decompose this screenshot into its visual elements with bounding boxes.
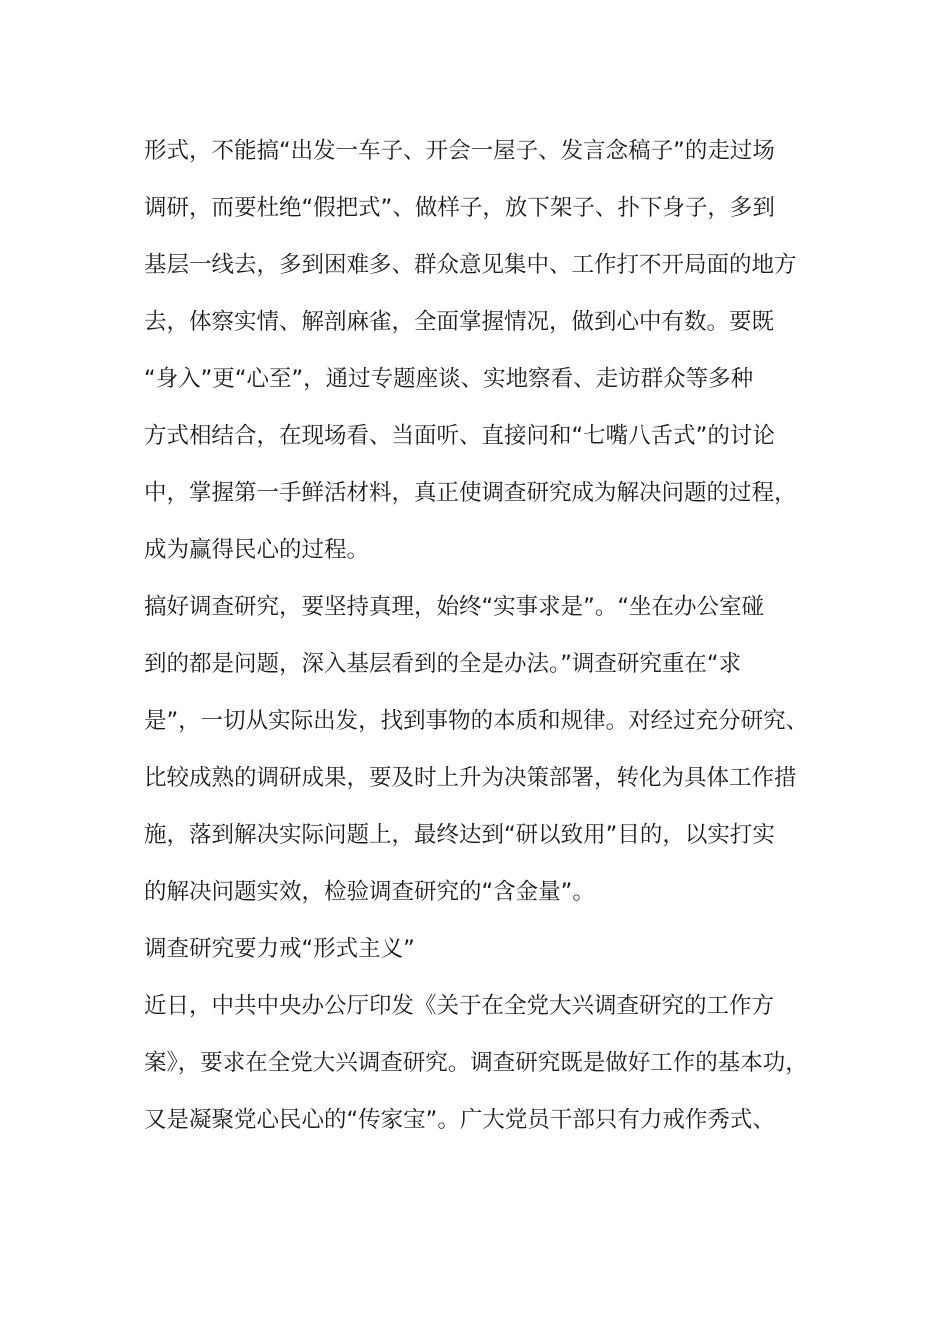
text-line: 案》，要求在全党大兴调查研究。调查研究既是做好工作的基本功，	[144, 1050, 808, 1076]
text-line: 调研，而要杜绝“假把式”、做样子，放下架子、扑下身子，多到	[144, 195, 775, 221]
text-line: 的解决问题实效，检验调查研究的“含金量”。	[144, 879, 595, 905]
text-line: 中，掌握第一手鲜活材料，真正使调查研究成为解决问题的过程，	[144, 480, 797, 506]
text-line: 成为赢得民心的过程。	[144, 537, 370, 563]
text-line: 近日，中共中央办公厅印发《关于在全党大兴调查研究的工作方	[144, 993, 775, 1019]
text-line: 基层一线去，多到困难多、群众意见集中、工作打不开局面的地方	[144, 252, 797, 278]
text-line: 形式，不能搞“出发一车子、开会一屋子、发言念稿子”的走过场	[144, 138, 775, 164]
section-heading: 调查研究要力戒“形式主义”	[144, 936, 415, 962]
text-line: 是”，一切从实际出发，找到事物的本质和规律。对经过充分研究、	[144, 708, 809, 734]
text-line: 去，体察实情、解剖麻雀，全面掌握情况，做到心中有数。要既	[144, 309, 775, 335]
text-line: 比较成熟的调研成果，要及时上升为决策部署，转化为具体工作措	[144, 765, 797, 791]
text-line: 搞好调查研究，要坚持真理，始终“实事求是”。“坐在办公室碰	[144, 594, 764, 620]
text-line: 到的都是问题，深入基层看到的全是办法。”调查研究重在“求	[144, 651, 742, 677]
text-line: 方式相结合，在现场看、当面听、直接问和“七嘴八舌式”的讨论	[144, 423, 775, 449]
text-line: 施，落到解决实际问题上，最终达到“研以致用”目的，以实打实	[144, 822, 775, 848]
text-line: 又是凝聚党心民心的“传家宝”。广大党员干部只有力戒作秀式、	[144, 1107, 775, 1133]
text-line: “身入”更“心至”，通过专题座谈、实地察看、走访群众等多种	[144, 366, 754, 392]
